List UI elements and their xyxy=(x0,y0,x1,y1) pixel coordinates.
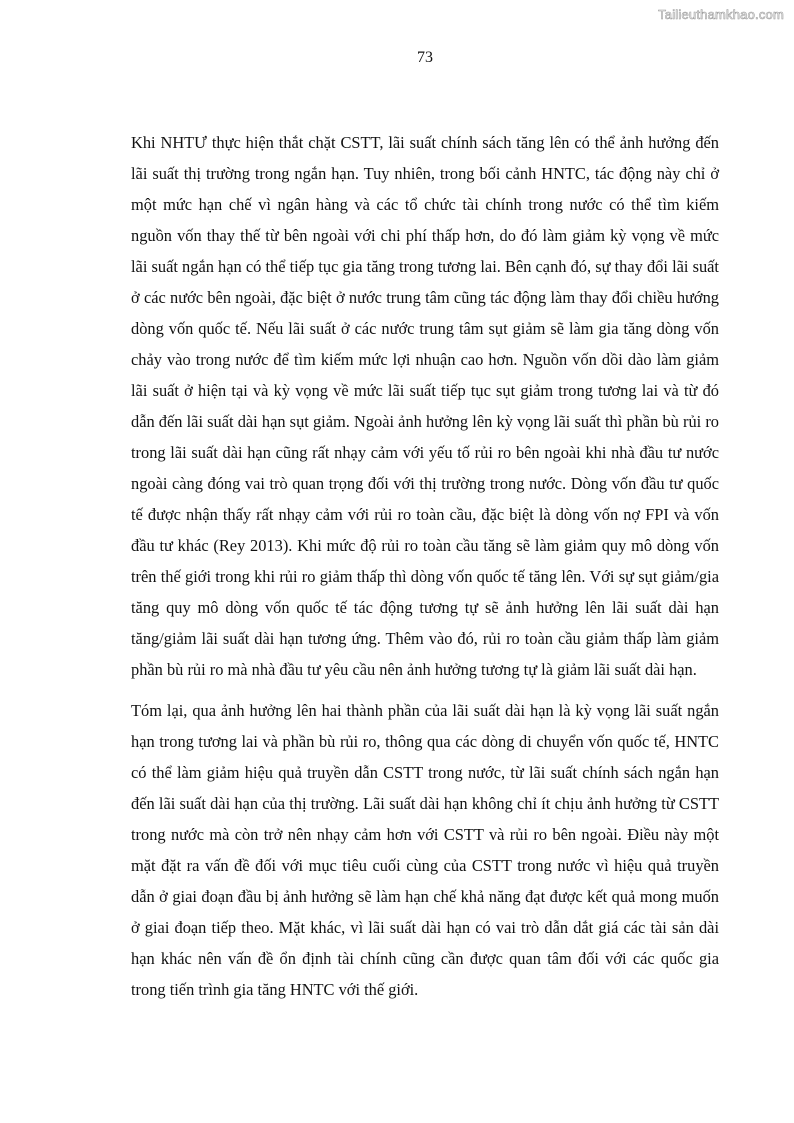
page-number: 73 xyxy=(417,49,433,66)
body-text xyxy=(131,127,719,1005)
paragraph: Tóm lại, qua ảnh hưởng lên hai thành phần của lãi suất dài hạn là kỳ vọng lãi suất ngắn hạn trong tương lai và phần bù rủi ro, thông qua các dòng di chuyển vốn quốc tế, HNTC có thể làm giảm hiệu quả truyền dẫn CSTT trong nước, từ lãi suất chính sách ngắn hạn đến lãi suất dài hạn của thị trường. Lãi suất dài hạn không chỉ ít chịu ảnh hưởng từ CSTT trong nước mà còn trở nên nhạy cảm hơn với CSTT và rủi ro bên ngoài. Điều này một mặt đặt ra vấn đề đối với mục tiêu cuối cùng của CSTT trong nước vì hiệu quả truyền dẫn ở giai đoạn đầu bị ảnh hưởng sẽ làm hạn chế khả năng đạt được kết quả mong muốn ở giai đoạn tiếp theo. Mặt khác, vì lãi suất dài hạn có vai trò dẫn dắt giá các tài sản dài hạn khác nên vấn đề ổn định tài chính cũng cần được quan tâm đối với các quốc gia trong tiến trình gia tăng HNTC với thế giới. xyxy=(131,701,719,999)
paragraph: Khi NHTƯ thực hiện thắt chặt CSTT, lãi suất chính sách tăng lên có thể ảnh hưởng đến lãi suất thị trường trong ngắn hạn. Tuy nhiên, trong bối cảnh HNTC, tác động này chỉ ở một mức hạn chế vì ngân hàng và các tổ chức tài chính trong nước có thể tìm kiếm nguồn vốn thay thế từ bên ngoài với chi phí thấp hơn, do đó làm giảm kỳ vọng về mức lãi suất ngắn hạn có thể tiếp tục gia tăng trong tương lai. Bên cạnh đó, sự thay đổi lãi suất ở các nước bên ngoài, đặc biệt ở nước trung tâm cũng tác động làm thay đổi chiều hướng dòng vốn quốc tế. Nếu lãi suất ở các nước trung tâm sụt giảm sẽ làm gia tăng dòng vốn chảy vào trong nước để tìm kiếm mức lợi nhuận cao hơn. Nguồn vốn dồi dào làm giảm lãi suất ở hiện tại và kỳ vọng về mức lãi suất tiếp tục sụt giảm trong tương lai và từ đó dẫn đến lãi suất dài hạn sụt giảm. Ngoài ảnh hưởng lên kỳ vọng lãi suất thì phần bù rủi ro trong lãi suất dài hạn cũng rất nhạy cảm với yếu tố rủi ro bên ngoài khi nhà đầu tư nước ngoài càng đóng vai trò quan trọng đối với thị trường trong nước. Dòng vốn đầu tư quốc tế được nhận thấy rất nhạy cảm với rủi ro toàn cầu, đặc biệt là dòng vốn nợ FPI và vốn đầu tư khác (Rey 2013). Khi mức độ rủi ro toàn cầu tăng sẽ làm giảm quy mô dòng vốn trên thế giới trong khi rủi ro giảm thấp thì dòng vốn quốc tế tăng lên. Với sự sụt giảm/gia tăng quy mô dòng vốn quốc tế tác động tương tự sẽ ảnh hưởng lên lãi suất dài hạn tăng/giảm lãi suất dài hạn tương ứng. Thêm vào đó, rủi ro toàn cầu giảm thấp làm giảm phần bù rủi ro mà nhà đầu tư yêu cầu nên ảnh hưởng tương tự là giảm lãi suất dài hạn. xyxy=(131,133,719,679)
watermark: Tailieuthamkhao.com xyxy=(658,7,784,22)
